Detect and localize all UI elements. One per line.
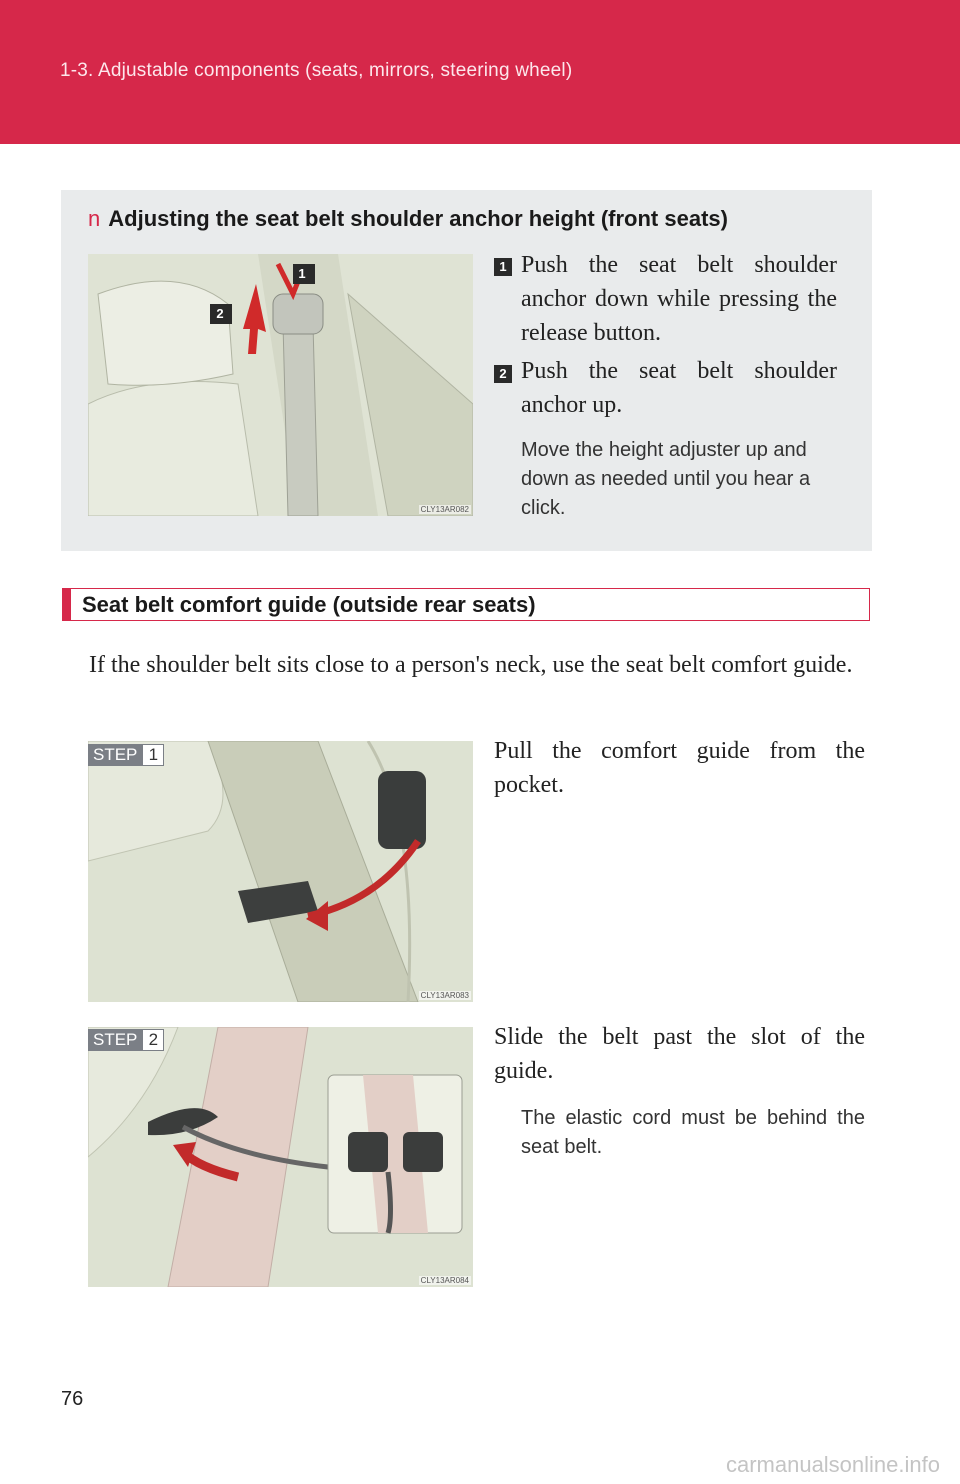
step-2-note: The elastic cord must be behind the seat belt. — [521, 1107, 865, 1158]
anchor-step-2-text: Push the seat belt shoulder anchor up. — [521, 358, 837, 418]
comfort-guide-heading-text: Seat belt comfort guide (outside rear seats) — [82, 592, 536, 617]
step-1-label: STEP — [88, 744, 142, 766]
comfort-guide-step2-illustration — [88, 1027, 473, 1287]
image-code: CLY13AR084 — [420, 1276, 469, 1285]
anchor-box-title — [88, 206, 728, 232]
comfort-guide-step1-illustration — [88, 741, 473, 1002]
section-title: 1-3. Adjustable components (seats, mirrors, steering wheel) — [60, 60, 573, 81]
shoulder-anchor-drawing — [88, 254, 473, 516]
comfort-guide-heading — [62, 588, 870, 621]
comfort-guide-step2-drawing — [88, 1027, 473, 1287]
comfort-guide-intro: If the shoulder belt sits close to a person's neck, use the seat belt comfort guide. — [89, 652, 853, 678]
callout-1-badge: 1 — [293, 265, 311, 283]
page-header — [0, 0, 960, 144]
step-2-num: 2 — [142, 1029, 164, 1051]
anchor-step-1 — [521, 248, 837, 350]
step-1-text: Pull the comfort guide from the pocket. — [494, 738, 865, 798]
shoulder-anchor-illustration — [88, 254, 473, 516]
bullet-icon: n — [88, 206, 101, 231]
step-1-badge — [88, 744, 164, 766]
step-2-text: Slide the belt past the slot of the guide. — [494, 1024, 865, 1084]
anchor-step-2 — [521, 354, 837, 422]
callout-2-badge: 2 — [211, 305, 229, 323]
image-code: CLY13AR082 — [420, 505, 469, 514]
comfort-guide-step1-drawing — [88, 741, 473, 1002]
step-2-badge — [88, 1029, 164, 1051]
step-1-num: 1 — [142, 744, 164, 766]
step-1-number: 1 — [494, 258, 512, 276]
anchor-box-title-text: Adjusting the seat belt shoulder anchor height (front seats) — [108, 206, 728, 231]
anchor-note: Move the height adjuster up and down as needed until you hear a click. — [521, 439, 811, 519]
image-code: CLY13AR083 — [420, 991, 469, 1000]
watermark: carmanualsonline.info — [725, 1452, 940, 1477]
step-2-number: 2 — [494, 365, 512, 383]
anchor-step-1-text: Push the seat belt shoulder anchor down while pressing the release button. — [521, 252, 837, 346]
step-2-label: STEP — [88, 1029, 142, 1051]
page-number: 76 — [61, 1388, 84, 1410]
